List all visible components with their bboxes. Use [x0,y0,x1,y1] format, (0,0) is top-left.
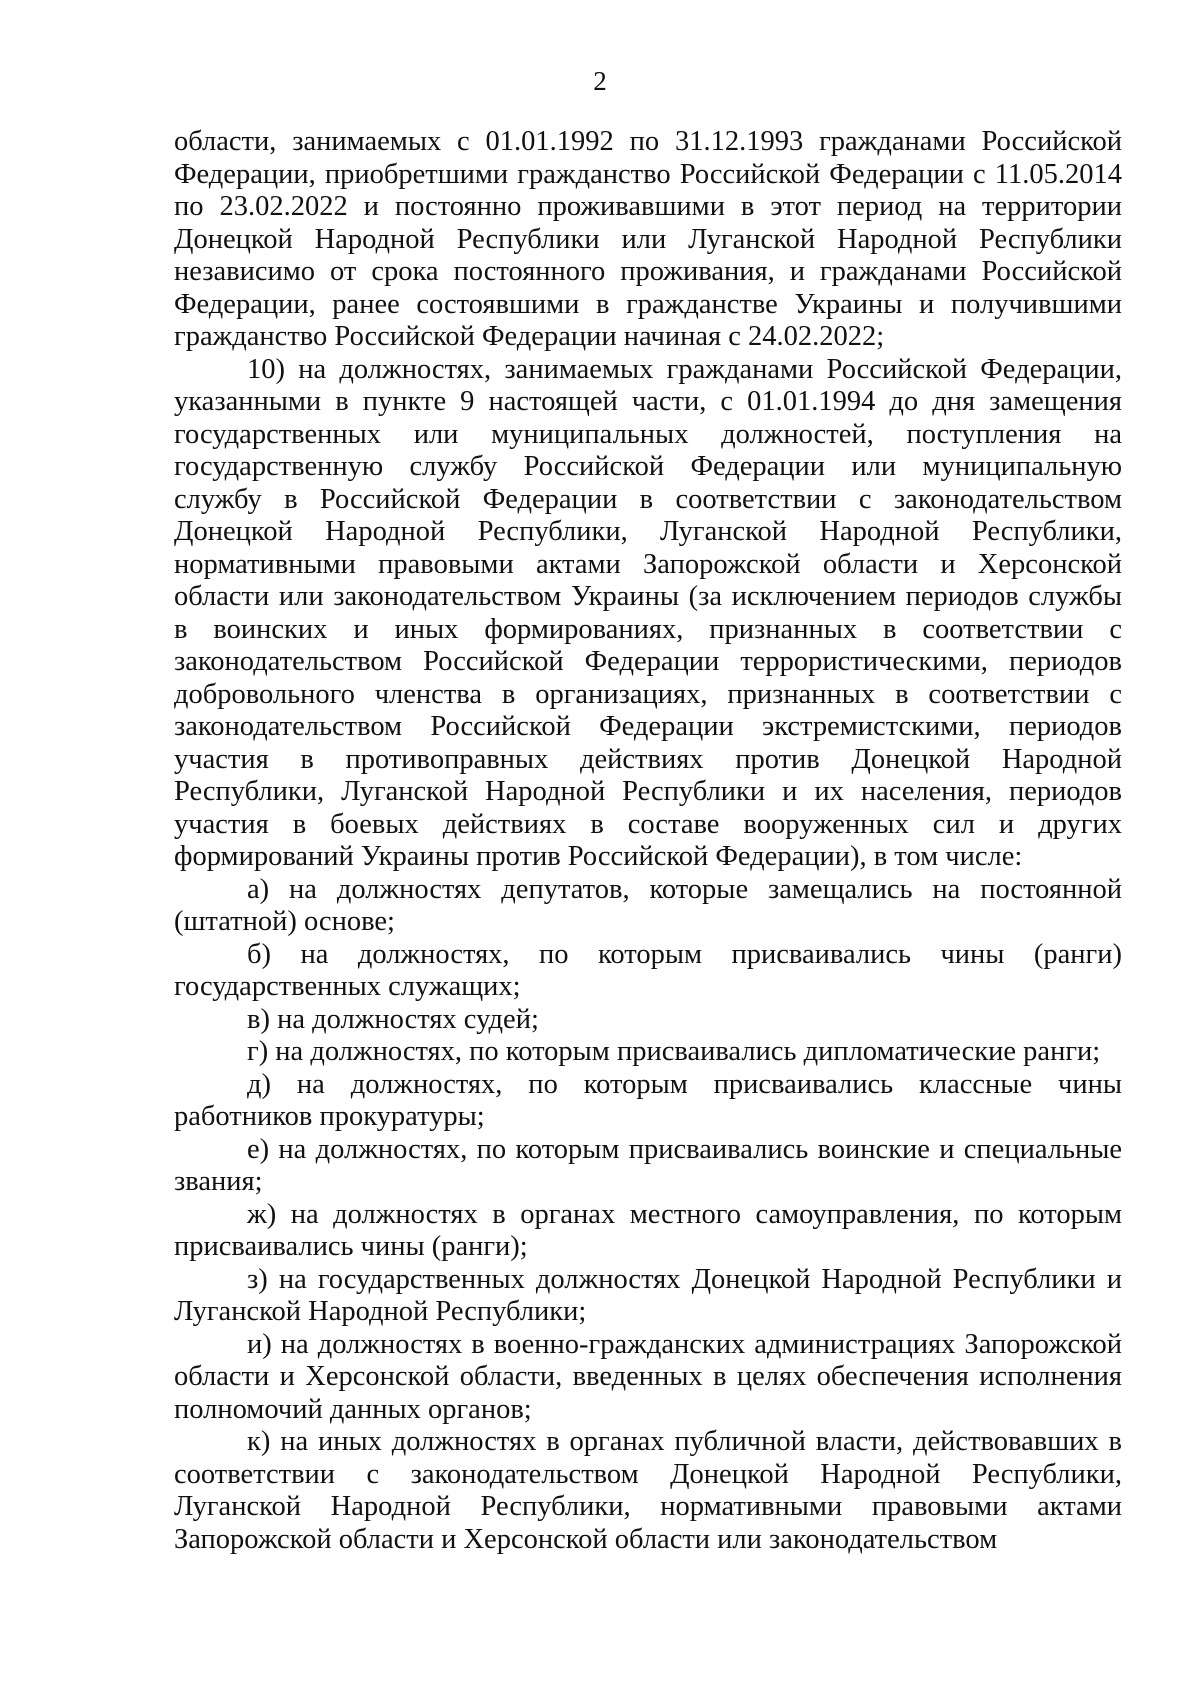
text-line: е) на должностях, по которым присваивались воинские и специальные [247,1133,1122,1165]
text-line: в воинских и иных формированиях, признанных в соответствии с [174,613,1122,645]
text-line: указанными в пункте 9 настоящей части, с 01.01.1994 до дня замещения [174,386,1122,417]
text-line: Донецкой Народной Республики или Луганской Народной Республики [174,223,1122,255]
text-line: государственных служащих; [174,971,521,1002]
paragraph [174,1199,1122,1264]
text-line: нормативными правовыми актами Запорожской области и Херсонской [174,548,1122,580]
text-line: Луганской Народной Республики; [174,1296,587,1327]
text-line: присваивались чины (ранги); [174,1231,528,1262]
paragraph [174,1134,1122,1199]
paragraph [174,874,1122,939]
text-line: независимо от срока постоянного проживания, и гражданами Российской [174,256,1122,287]
text-line: государственных или муниципальных должностей, поступления на [174,418,1122,450]
text-line: з) на государственных должностях Донецкой Народной Республики и [247,1263,1122,1295]
paragraph [174,354,1122,874]
text-line: добровольного членства в организациях, признанных в соответствии с [174,678,1122,710]
text-line: Запорожской области и Херсонской области или законодательством [174,1523,998,1555]
text-line: работников прокуратуры; [174,1101,485,1132]
paragraph [174,1426,1122,1556]
text-line: а) на должностях депутатов, которые замещались на постоянной [247,873,1122,905]
text-line: (штатной) основе; [174,906,395,937]
text-line: участия в противоправных действиях против Донецкой Народной [174,743,1122,775]
text-line: Федерации, приобретшими гражданство Российской Федерации с 11.05.2014 [174,158,1122,190]
document-body [174,126,1122,1556]
paragraph [174,1329,1122,1427]
text-line: по 23.02.2022 и постоянно проживавшими в этот период на территории [174,191,1122,222]
text-line: области, занимаемых с 01.01.1992 по 31.12.1993 гражданами Российской [174,126,1122,157]
text-line: д) на должностях, по которым присваивались классные чины [247,1068,1122,1100]
text-line: б) на должностях, по которым присваивались чины (ранги) [247,938,1122,970]
page-number: 2 [593,66,607,96]
text-line: области и Херсонской области, введенных в целях обеспечения исполнения [174,1361,1122,1392]
text-line: Республики, Луганской Народной Республики и их населения, периодов [174,776,1122,807]
text-line: г) на должностях, по которым присваивались дипломатические ранги; [247,1036,1101,1067]
text-line: законодательством Российской Федерации террористическими, периодов [174,646,1122,677]
text-line: Донецкой Народной Республики, Луганской Народной Республики, [174,516,1122,547]
text-line: полномочий данных органов; [174,1393,532,1425]
paragraph [174,1069,1122,1134]
text-line: ж) на должностях в органах местного самоуправления, по которым [247,1198,1122,1230]
text-line: области или законодательством Украины (за исключением периодов службы [174,581,1122,612]
text-line: службу в Российской Федерации в соответствии с законодательством [174,483,1122,515]
text-line: соответствии с законодательством Донецкой Народной Республики, [174,1458,1122,1490]
paragraph [174,1004,1122,1037]
text-line: Федерации, ранее состоявшими в гражданстве Украины и получившими [174,288,1122,320]
text-line: к) на иных должностях в органах публичной власти, действовавших в [247,1426,1122,1457]
text-line: звания; [174,1166,263,1197]
text-line: формирований Украины против Российской Федерации), в том числе: [174,841,1023,872]
paragraph [174,939,1122,1004]
text-line: в) на должностях судей; [247,1003,539,1035]
text-line: Луганской Народной Республики, нормативными правовыми актами [174,1491,1122,1522]
text-line: государственную службу Российской Федерации или муниципальную [174,451,1122,482]
paragraph [174,1036,1122,1069]
paragraph [174,1264,1122,1329]
text-line: гражданство Российской Федерации начиная с 24.02.2022; [174,321,885,352]
text-line: и) на должностях в военно-гражданских администрациях Запорожской [247,1328,1122,1360]
text-line: законодательством Российской Федерации экстремистскими, периодов [174,711,1122,742]
paragraph [174,126,1122,354]
text-line: участия в боевых действиях в составе вооруженных сил и других [174,808,1122,840]
text-line: 10) на должностях, занимаемых гражданами Российской Федерации, [247,353,1122,385]
